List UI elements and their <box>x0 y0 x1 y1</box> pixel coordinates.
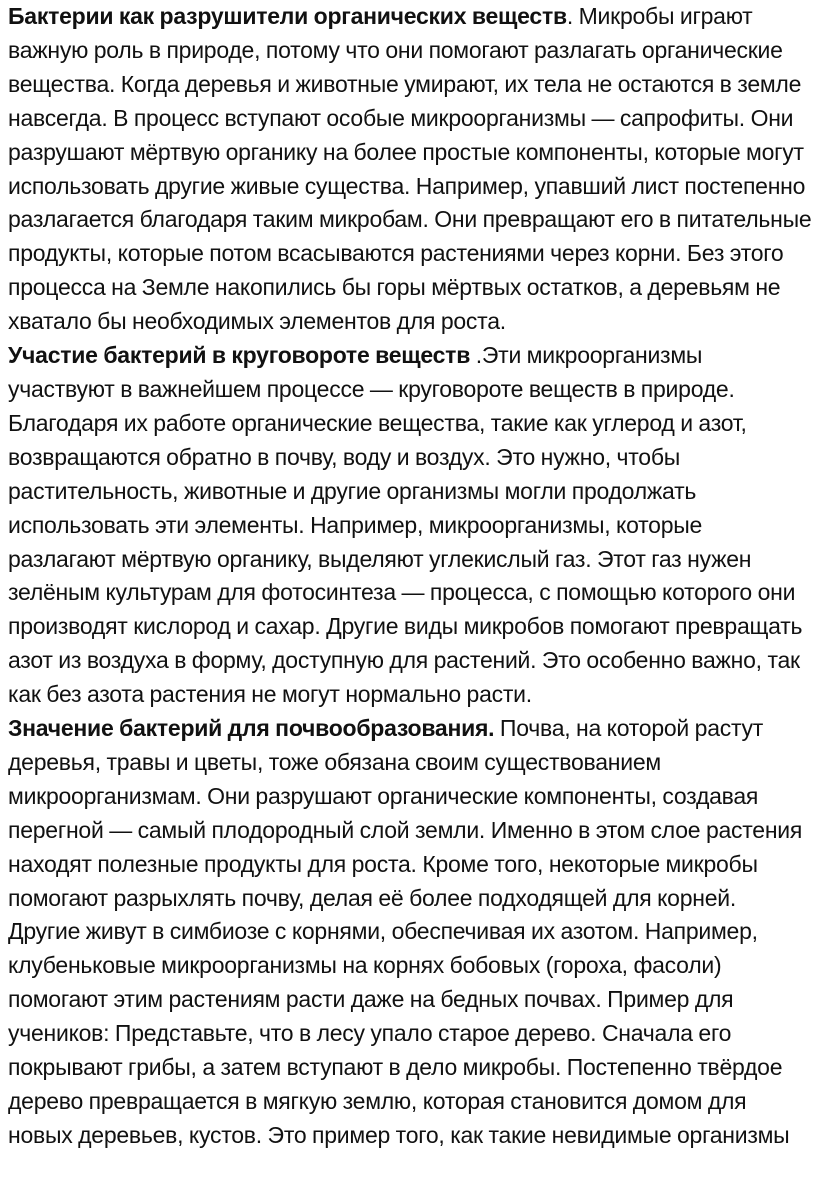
body-soil: Почва, на которой растут деревья, травы и цветы, тоже обязана своим существованием микроорганизмам. Они разрушают органические компоненты, создавая перегной — самый плодородный слой земли. Именно в этом слое растения находят полезные продукты для роста. Кроме того, некоторые микробы помогают разрыхлять почву, делая её более подходящей для корней. Другие живут в симбиозе с корнями, обеспечивая их азотом. Например, клубеньковые микроорганизмы на корнях бобовых (гороха, фасоли) помогают этим растениям расти даже на бедных почвах. Пример для учеников: Представьте, что в лесу упало старое дерево. Сначала его покрывают грибы, а затем вступают в дело микробы. Постепенно твёрдое дерево превращается в мягкую землю, которая становится домом для новых деревьев, кустов. Это пример того, как такие невидимые организмы <box>8 715 803 1148</box>
heading-decomposers: Бактерии как разрушители органических веществ <box>8 3 567 29</box>
paragraph-decomposers <box>8 0 812 339</box>
body-decomposers: . Микробы играют важную роль в природе, потому что они помогают разлагать органические вещества. Когда деревья и животные умирают, их тела не остаются в земле навсегда. В процесс вступают особые микроорганизмы — сапрофиты. Они разрушают мёртвую органику на более простые компоненты, которые могут использовать другие живые существа. Например, упавший лист постепенно разлагается благодаря таким микробам. Они превращают его в питательные продукты, которые потом всасываются растениями через корни. Без этого процесса на Земле накопились бы горы мёртвых остатков, а деревьям не хватало бы необходимых элементов для роста. <box>8 3 812 335</box>
body-cycle: .Эти микроорганизмы участвуют в важнейшем процессе — круговороте веществ в природе. Благодаря их работе органические вещества, такие как углерод и азот, возвращаются обратно в почву, воду и воздух. Это нужно, чтобы растительность, животные и другие организмы могли продолжать использовать эти элементы. Например, микроорганизмы, которые разлагают мёртвую органику, выделяют углекислый газ. Этот газ нужен зелёным культурам для фотосинтеза — процесса, с помощью которого они производят кислород и сахар. Другие виды микробов помогают превращать азот из воздуха в форму, доступную для растений. Это особенно важно, так как без азота растения не могут нормально расти. <box>8 342 803 708</box>
paragraph-cycle <box>8 339 812 712</box>
heading-soil: Значение бактерий для почвообразования. <box>8 715 495 742</box>
heading-cycle: Участие бактерий в круговороте веществ <box>8 342 471 369</box>
paragraph-soil <box>8 712 812 1153</box>
document-page <box>8 0 812 1153</box>
